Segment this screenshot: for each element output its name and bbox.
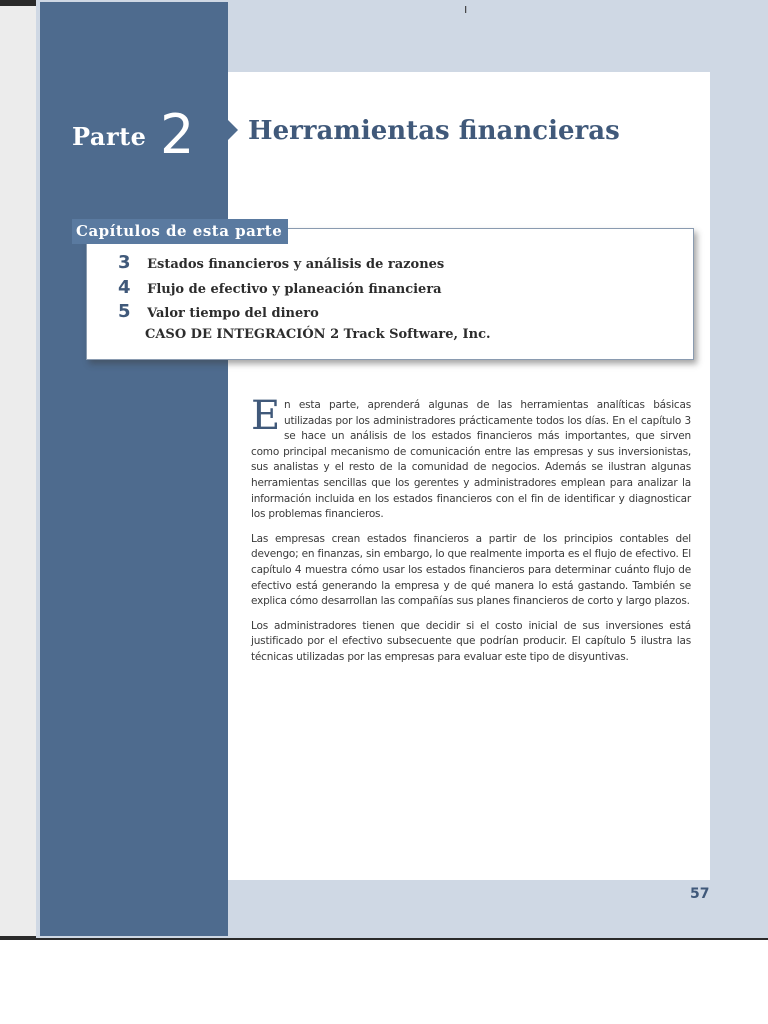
paragraph bbox=[251, 393, 691, 523]
book-spine bbox=[0, 6, 37, 936]
page-title: Herramientas financieras bbox=[248, 116, 620, 146]
chapter-number: 5 bbox=[118, 301, 131, 322]
paragraph: Las empresas crean estados financieros a partir de los principios contables del devengo; en finanzas, sin embargo, lo que realmente importa es el flujo de efectivo. El capítulo 4 muestra cómo usar los estados financieros para determinar cuánto flujo de efectivo está generando la empresa y de qué manera lo está gastando. También se explica cómo desarrollan las compañías sus planes financieros de corto y largo plazos. bbox=[251, 532, 691, 608]
page-number: 57 bbox=[690, 886, 710, 902]
chapter-item bbox=[118, 277, 442, 301]
part-label: Parte bbox=[72, 122, 147, 151]
title-arrow-icon bbox=[228, 120, 238, 140]
chapter-number: 4 bbox=[118, 277, 131, 298]
chapter-item bbox=[118, 301, 319, 325]
chapter-number: 3 bbox=[118, 252, 131, 273]
part-number: 2 bbox=[160, 103, 195, 166]
chapter-item bbox=[118, 252, 444, 276]
scan-mark: ı bbox=[464, 2, 468, 16]
chapter-title: Valor tiempo del dinero bbox=[147, 306, 319, 321]
chapter-title: Flujo de efectivo y planeación financiera bbox=[147, 282, 442, 297]
integration-case: CASO DE INTEGRACIÓN 2 Track Software, Inc. bbox=[145, 327, 491, 342]
paragraph: Los administradores tienen que decidir si el costo inicial de sus inversiones está justificado por el efectivo subsecuente que podrían producir. El capítulo 5 ilustra las técnicas utilizadas por las empresas para evaluar este tipo de disyuntivas. bbox=[251, 619, 691, 663]
drop-cap: E bbox=[251, 393, 280, 439]
body-text bbox=[251, 393, 691, 675]
paragraph-text: n esta parte, aprenderá algunas de las herramientas analíticas básicas utilizadas por los administradores prácticamente todos los días. En el capítulo 3 se hace un análisis de los estados financieros más importantes, que sirven como principal mecanismo de comunicación entre las empresas y sus inversionistas, sus analistas y el resto de la comunidad de negocios. Además se ilustran algunas herramientas sencillas que los gerentes y administradores emplean para analizar la información incluida en los estados financieros con el fin de identificar y diagnosticar los problemas financieros. bbox=[251, 399, 691, 521]
chapters-label: Capítulos de esta parte bbox=[72, 219, 288, 244]
chapter-title: Estados financieros y análisis de razones bbox=[147, 257, 445, 272]
